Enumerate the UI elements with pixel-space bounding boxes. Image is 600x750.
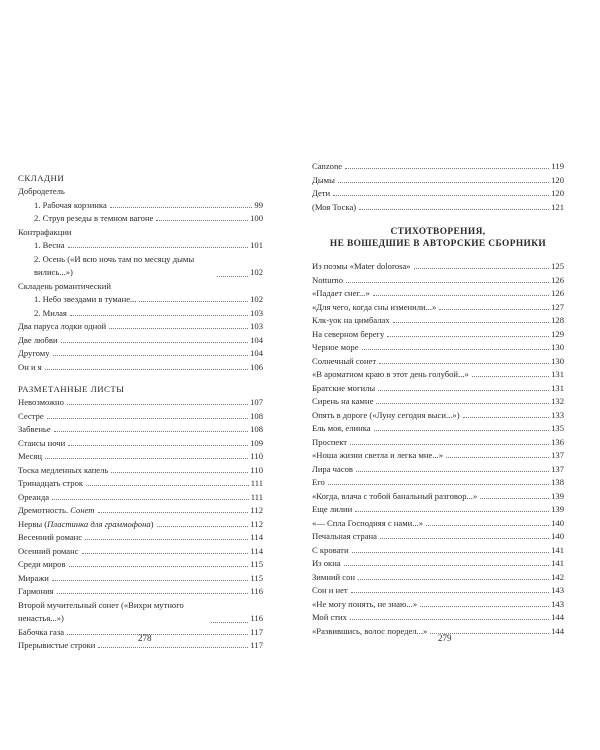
- dot-leader: [57, 593, 249, 594]
- dot-leader: [217, 276, 248, 277]
- toc-entry-title: Он и я: [18, 361, 42, 372]
- toc-entry-title: Сон и нет: [312, 585, 348, 595]
- toc-entry: [18, 504, 263, 518]
- toc-entry: [312, 174, 564, 188]
- toc-entry-page: 137: [551, 450, 564, 460]
- toc-entry-title: Тоска медленных капель: [18, 464, 109, 475]
- toc-entry-title: Дремотность. Сонет: [18, 505, 95, 515]
- toc-entry: [18, 239, 263, 253]
- dot-leader: [82, 553, 249, 554]
- toc-entry-title: Два паруса лодки одной: [18, 321, 107, 331]
- toc-entry-page: 106: [250, 361, 263, 372]
- toc-entry: [18, 585, 263, 599]
- toc-entry-page: 120: [551, 188, 564, 198]
- toc-entry-page: 141: [551, 558, 564, 568]
- dot-leader: [351, 592, 549, 593]
- right-toc: [312, 160, 564, 638]
- toc-entry-page: 101: [250, 240, 263, 250]
- toc-entry: [312, 449, 564, 463]
- dot-leader: [480, 498, 549, 499]
- toc-entry-title: Его: [312, 477, 325, 487]
- toc-entry-page: 144: [551, 612, 564, 622]
- section-title-stikhotvoreniya: [312, 226, 564, 250]
- toc-entry-title: Клк-уок на цимбалах: [312, 315, 390, 325]
- toc-entry-page: 108: [250, 410, 263, 421]
- toc-entry: [312, 490, 564, 504]
- toc-entry-page: 126: [551, 274, 564, 285]
- toc-entry: [18, 212, 263, 226]
- toc-entry: [312, 436, 564, 450]
- toc-entry: [312, 160, 564, 174]
- toc-entry-title: Братские могилы: [312, 382, 376, 393]
- toc-entry-page: 104: [250, 348, 263, 358]
- dot-leader: [45, 458, 248, 459]
- dot-leader: [393, 322, 549, 323]
- toc-entry-title: «Развившись, волос поредел...»: [312, 625, 428, 636]
- dot-leader: [387, 336, 549, 337]
- toc-entry-title: 1. Рабочая корзинка: [34, 199, 107, 210]
- toc-entry-title: «Не могу понять, не знаю...»: [312, 598, 418, 609]
- toc-entry-title: 2. Милая: [34, 307, 67, 318]
- dot-leader: [472, 376, 549, 377]
- toc-entry: [312, 476, 564, 490]
- dot-leader: [373, 295, 549, 296]
- toc-entry-title: Из окна: [312, 558, 341, 568]
- dot-leader: [362, 349, 550, 350]
- dot-leader: [110, 207, 253, 208]
- toc-entry-title: Месяц: [18, 451, 42, 461]
- toc-entry: [312, 395, 564, 409]
- toc-entry-page: 102: [250, 294, 263, 304]
- toc-entry-page: 132: [551, 396, 564, 406]
- dot-leader: [68, 445, 248, 446]
- toc-entry-title: «Когда, влача с тобой банальный разговор...»: [312, 490, 478, 501]
- toc-entry: [312, 274, 564, 288]
- toc-entry: [312, 463, 564, 477]
- dot-leader: [52, 580, 249, 581]
- toc-entry: [18, 572, 263, 586]
- toc-entry: [312, 584, 564, 598]
- toc-entry-title: Мой стих: [312, 612, 347, 622]
- toc-entry-title: Две любви: [18, 334, 58, 345]
- toc-entry: [18, 545, 263, 559]
- dot-leader: [52, 499, 249, 500]
- dot-leader: [346, 282, 549, 283]
- page-number-left: 278: [138, 633, 152, 643]
- dot-leader: [358, 579, 549, 580]
- toc-entry: [312, 187, 564, 201]
- toc-entry: [18, 253, 263, 280]
- toc-entry-page: 103: [250, 307, 263, 318]
- dot-leader: [111, 472, 248, 473]
- toc-entry-page: 140: [551, 517, 564, 528]
- toc-entry-page: 143: [551, 585, 564, 595]
- dot-leader: [350, 444, 549, 445]
- toc-entry-page: 142: [551, 571, 564, 582]
- toc-entry-title: «В ароматном краю в этот день голубой...»: [312, 369, 469, 379]
- toc-entry-title: Второй мучительный сонет («Вихри мутного ненастья...»): [18, 599, 184, 623]
- dot-leader: [98, 512, 249, 513]
- toc-entry: [18, 347, 263, 361]
- dot-leader: [463, 417, 550, 418]
- toc-entry-title: Еще лилии: [312, 504, 353, 514]
- toc-entry-title: 2. Струя резеды в темном вагоне: [34, 213, 154, 223]
- toc-entry: [18, 199, 263, 213]
- dot-leader: [356, 471, 549, 472]
- toc-entry-page: 139: [551, 490, 564, 501]
- toc-entry-title: Печальная страна: [312, 531, 377, 541]
- toc-entry-page: 135: [551, 423, 564, 433]
- toc-entry-page: 138: [551, 477, 564, 487]
- toc-entry-title: Лира часов: [312, 463, 353, 474]
- toc-entry-page: 99: [254, 199, 263, 210]
- toc-entry-page: 116: [250, 586, 263, 596]
- toc-entry-title: «Для чего, когда сны изменили...»: [312, 301, 437, 312]
- dot-leader: [376, 403, 549, 404]
- dot-leader: [374, 430, 550, 431]
- toc-entry-title: Дети: [312, 188, 331, 198]
- dot-leader: [139, 301, 248, 302]
- page-number-right: 279: [438, 633, 452, 643]
- toc-entry-page: 144: [551, 625, 564, 636]
- dot-leader: [68, 247, 249, 248]
- toc-entry-title: Дымы: [312, 174, 335, 185]
- toc-entry-page: 120: [551, 174, 564, 185]
- dot-leader: [426, 525, 549, 526]
- toc-entry: [312, 503, 564, 517]
- dot-leader: [414, 268, 550, 269]
- toc-entry-title: Опять в дороге («Луну сегодня выси...»): [312, 409, 460, 420]
- toc-entry-page: 114: [250, 545, 263, 556]
- toc-entry-page: 102: [250, 267, 263, 277]
- dot-leader: [328, 484, 549, 485]
- top-entries-list: [312, 160, 564, 214]
- toc-entry-title: «Ноша жизни светла и легка мне...»: [312, 450, 444, 460]
- toc-entry-page: 126: [551, 288, 564, 298]
- toc-group-heading: Контрафакции: [18, 226, 72, 237]
- toc-group-heading: Добродетель: [18, 186, 65, 196]
- dot-leader: [359, 209, 549, 210]
- toc-entry-page: 140: [551, 531, 564, 541]
- toc-entry-page: 107: [250, 397, 263, 407]
- dot-leader: [70, 315, 248, 316]
- toc-entry-page: 110: [250, 464, 263, 475]
- toc-entry-page: 114: [250, 532, 263, 542]
- section-title-razmetannye: РАЗМЕТАННЫЕ ЛИСТЫ: [18, 384, 125, 394]
- left-toc: [18, 167, 263, 653]
- toc-entry-title: Сирень на камне: [312, 396, 374, 406]
- toc-entry: [312, 409, 564, 423]
- toc-entry-title: Сестре: [18, 410, 44, 421]
- toc-entry: [312, 544, 564, 558]
- dot-leader: [355, 511, 549, 512]
- dot-leader: [446, 457, 549, 458]
- toc-entry-title: (Моя Тоска): [312, 201, 357, 212]
- toc-entry-title: Солнечный сонет: [312, 355, 377, 366]
- toc-entry-title: Нервы (Пластинка для граммофона): [18, 518, 154, 529]
- toc-entry: [18, 599, 263, 626]
- toc-entry-title: Гармония: [18, 586, 54, 596]
- toc-entry-page: 121: [551, 201, 564, 212]
- toc-entry-title: Canzone: [312, 161, 343, 171]
- toc-entry: [312, 341, 564, 355]
- toc-entry: [18, 334, 263, 348]
- stikhotvoreniya-list: [312, 260, 564, 638]
- toc-entry-title: Из поэмы «Mater dolorosa»: [312, 261, 411, 271]
- section-title-line1: СТИХОТВОРЕНИЯ,: [390, 227, 486, 237]
- toc-entry-title: Notturno: [312, 274, 344, 285]
- toc-entry: [312, 611, 564, 625]
- dot-leader: [67, 404, 248, 405]
- toc-entry: [312, 287, 564, 301]
- toc-entry-page: 104: [250, 334, 263, 345]
- dot-leader: [156, 220, 248, 221]
- right-page: [300, 0, 600, 750]
- toc-entry: [312, 517, 564, 531]
- dot-leader: [350, 619, 549, 620]
- toc-entry: [312, 314, 564, 328]
- toc-entry: [312, 301, 564, 315]
- dot-leader: [109, 328, 248, 329]
- toc-entry-page: 131: [551, 369, 564, 379]
- dot-leader: [98, 647, 248, 648]
- toc-entry: [312, 368, 564, 382]
- toc-entry: [312, 260, 564, 274]
- toc-entry: [312, 328, 564, 342]
- dot-leader: [157, 526, 249, 527]
- toc-entry: [18, 491, 263, 505]
- toc-entry: [18, 477, 263, 491]
- toc-entry-title: На северном берегу: [312, 328, 385, 339]
- toc-entry-page: 111: [250, 491, 263, 502]
- section-razmetannye-list: [18, 396, 263, 653]
- toc-entry: [18, 558, 263, 572]
- toc-entry: [18, 464, 263, 478]
- toc-entry: [312, 530, 564, 544]
- toc-entry-page: 111: [250, 478, 263, 488]
- toc-entry-title: 2. Осень («И всю ночь там по месяцу дымы вились...»): [34, 253, 195, 277]
- toc-entry-title: Проспект: [312, 436, 348, 447]
- toc-entry: [312, 355, 564, 369]
- toc-group-heading: Складень романтический: [18, 280, 111, 291]
- toc-entry: [312, 598, 564, 612]
- dot-leader: [344, 565, 549, 566]
- toc-entry-title: Ореанда: [18, 491, 50, 502]
- toc-entry: [18, 320, 263, 334]
- toc-entry-page: 128: [551, 315, 564, 325]
- toc-entry-title: Тринадцать строк: [18, 478, 84, 488]
- toc-entry-page: 116: [250, 613, 263, 623]
- toc-entry: [18, 531, 263, 545]
- dot-leader: [47, 418, 248, 419]
- dot-leader: [420, 606, 549, 607]
- toc-entry-page: 117: [250, 626, 263, 637]
- toc-entry: [18, 437, 263, 451]
- toc-entry-page: 125: [551, 261, 564, 271]
- toc-entry-title: Черное море: [312, 342, 359, 352]
- toc-entry-page: 136: [551, 436, 564, 447]
- toc-entry-page: 130: [551, 355, 564, 366]
- toc-entry-page: 103: [250, 321, 263, 331]
- toc-entry-title: Невозможно: [18, 397, 64, 407]
- toc-entry-page: 117: [250, 640, 263, 650]
- toc-entry: [312, 557, 564, 571]
- dot-leader: [45, 369, 248, 370]
- toc-entry-page: 141: [551, 544, 564, 555]
- toc-entry-page: 119: [551, 161, 564, 171]
- dot-leader: [67, 634, 248, 635]
- toc-entry-page: 137: [551, 463, 564, 474]
- toc-entry: [18, 518, 263, 532]
- toc-entry-page: 131: [551, 382, 564, 393]
- toc-entry-title: Миражи: [18, 572, 49, 583]
- dot-leader: [378, 390, 549, 391]
- dot-leader: [338, 182, 549, 183]
- toc-entry-title: С кровати: [312, 544, 349, 555]
- dot-leader: [85, 539, 248, 540]
- section-skladni-list: [18, 185, 263, 374]
- toc-entry-title: Забвенье: [18, 424, 51, 434]
- dot-leader: [69, 566, 249, 567]
- dot-leader: [54, 431, 248, 432]
- toc-entry-page: 109: [250, 437, 263, 448]
- toc-entry: [312, 571, 564, 585]
- toc-entry: [312, 201, 564, 215]
- toc-entry-page: 115: [250, 559, 263, 569]
- toc-entry-title: Весенний романс: [18, 532, 83, 542]
- toc-entry-page: 112: [250, 518, 263, 529]
- toc-entry: [312, 422, 564, 436]
- toc-entry-page: 100: [250, 213, 263, 223]
- dot-leader: [61, 342, 249, 343]
- toc-entry: [18, 293, 263, 307]
- toc-entry-page: 130: [551, 342, 564, 352]
- dot-leader: [379, 363, 549, 364]
- toc-entry-page: 115: [250, 572, 263, 583]
- toc-entry: [312, 382, 564, 396]
- toc-entry-page: 112: [250, 505, 263, 515]
- toc-entry-title: 1. Небо звездами в тумане...: [34, 294, 137, 304]
- toc-entry-page: 127: [551, 301, 564, 312]
- toc-entry-title: 1. Весна: [34, 240, 65, 250]
- toc-entry-title: Другому: [18, 348, 50, 358]
- dot-leader: [380, 538, 549, 539]
- toc-entry-page: 108: [250, 424, 263, 434]
- section-title-skladni: СКЛАДНИ: [18, 173, 65, 183]
- toc-entry: [18, 450, 263, 464]
- dot-leader: [333, 195, 549, 196]
- toc-entry-page: 110: [250, 451, 263, 461]
- toc-entry: [18, 396, 263, 410]
- toc-entry-title: Ель моя, елинка: [312, 423, 371, 433]
- toc-entry: [18, 307, 263, 321]
- toc-entry: [18, 423, 263, 437]
- toc-entry: [18, 361, 263, 375]
- toc-entry-title: Стансы ночи: [18, 437, 66, 448]
- toc-entry-title: «— Спла Господняя с нами...»: [312, 517, 423, 528]
- dot-leader: [345, 168, 549, 169]
- section-title-line2: НЕ ВОШЕДШИЕ В АВТОРСКИЕ СБОРНИКИ: [329, 239, 547, 249]
- toc-entry-title: Осенний романс: [18, 545, 79, 556]
- dot-leader: [352, 552, 550, 553]
- toc-entry-title: «Падает снег...»: [312, 288, 370, 298]
- dot-leader: [211, 622, 248, 623]
- toc-entry-page: 129: [551, 328, 564, 339]
- toc-entry-title: Зимний сон: [312, 571, 355, 582]
- dot-leader: [439, 309, 549, 310]
- dot-leader: [86, 485, 249, 486]
- toc-entry-title: Прерывистые строки: [18, 640, 96, 650]
- dot-leader: [53, 355, 249, 356]
- toc-entry-page: 143: [551, 598, 564, 609]
- toc-entry-page: 133: [551, 409, 564, 420]
- toc-entry: [18, 410, 263, 424]
- toc-entry-title: Бабочка газа: [18, 626, 65, 637]
- toc-entry-title: Среди миров: [18, 559, 66, 569]
- toc-entry-page: 139: [551, 504, 564, 514]
